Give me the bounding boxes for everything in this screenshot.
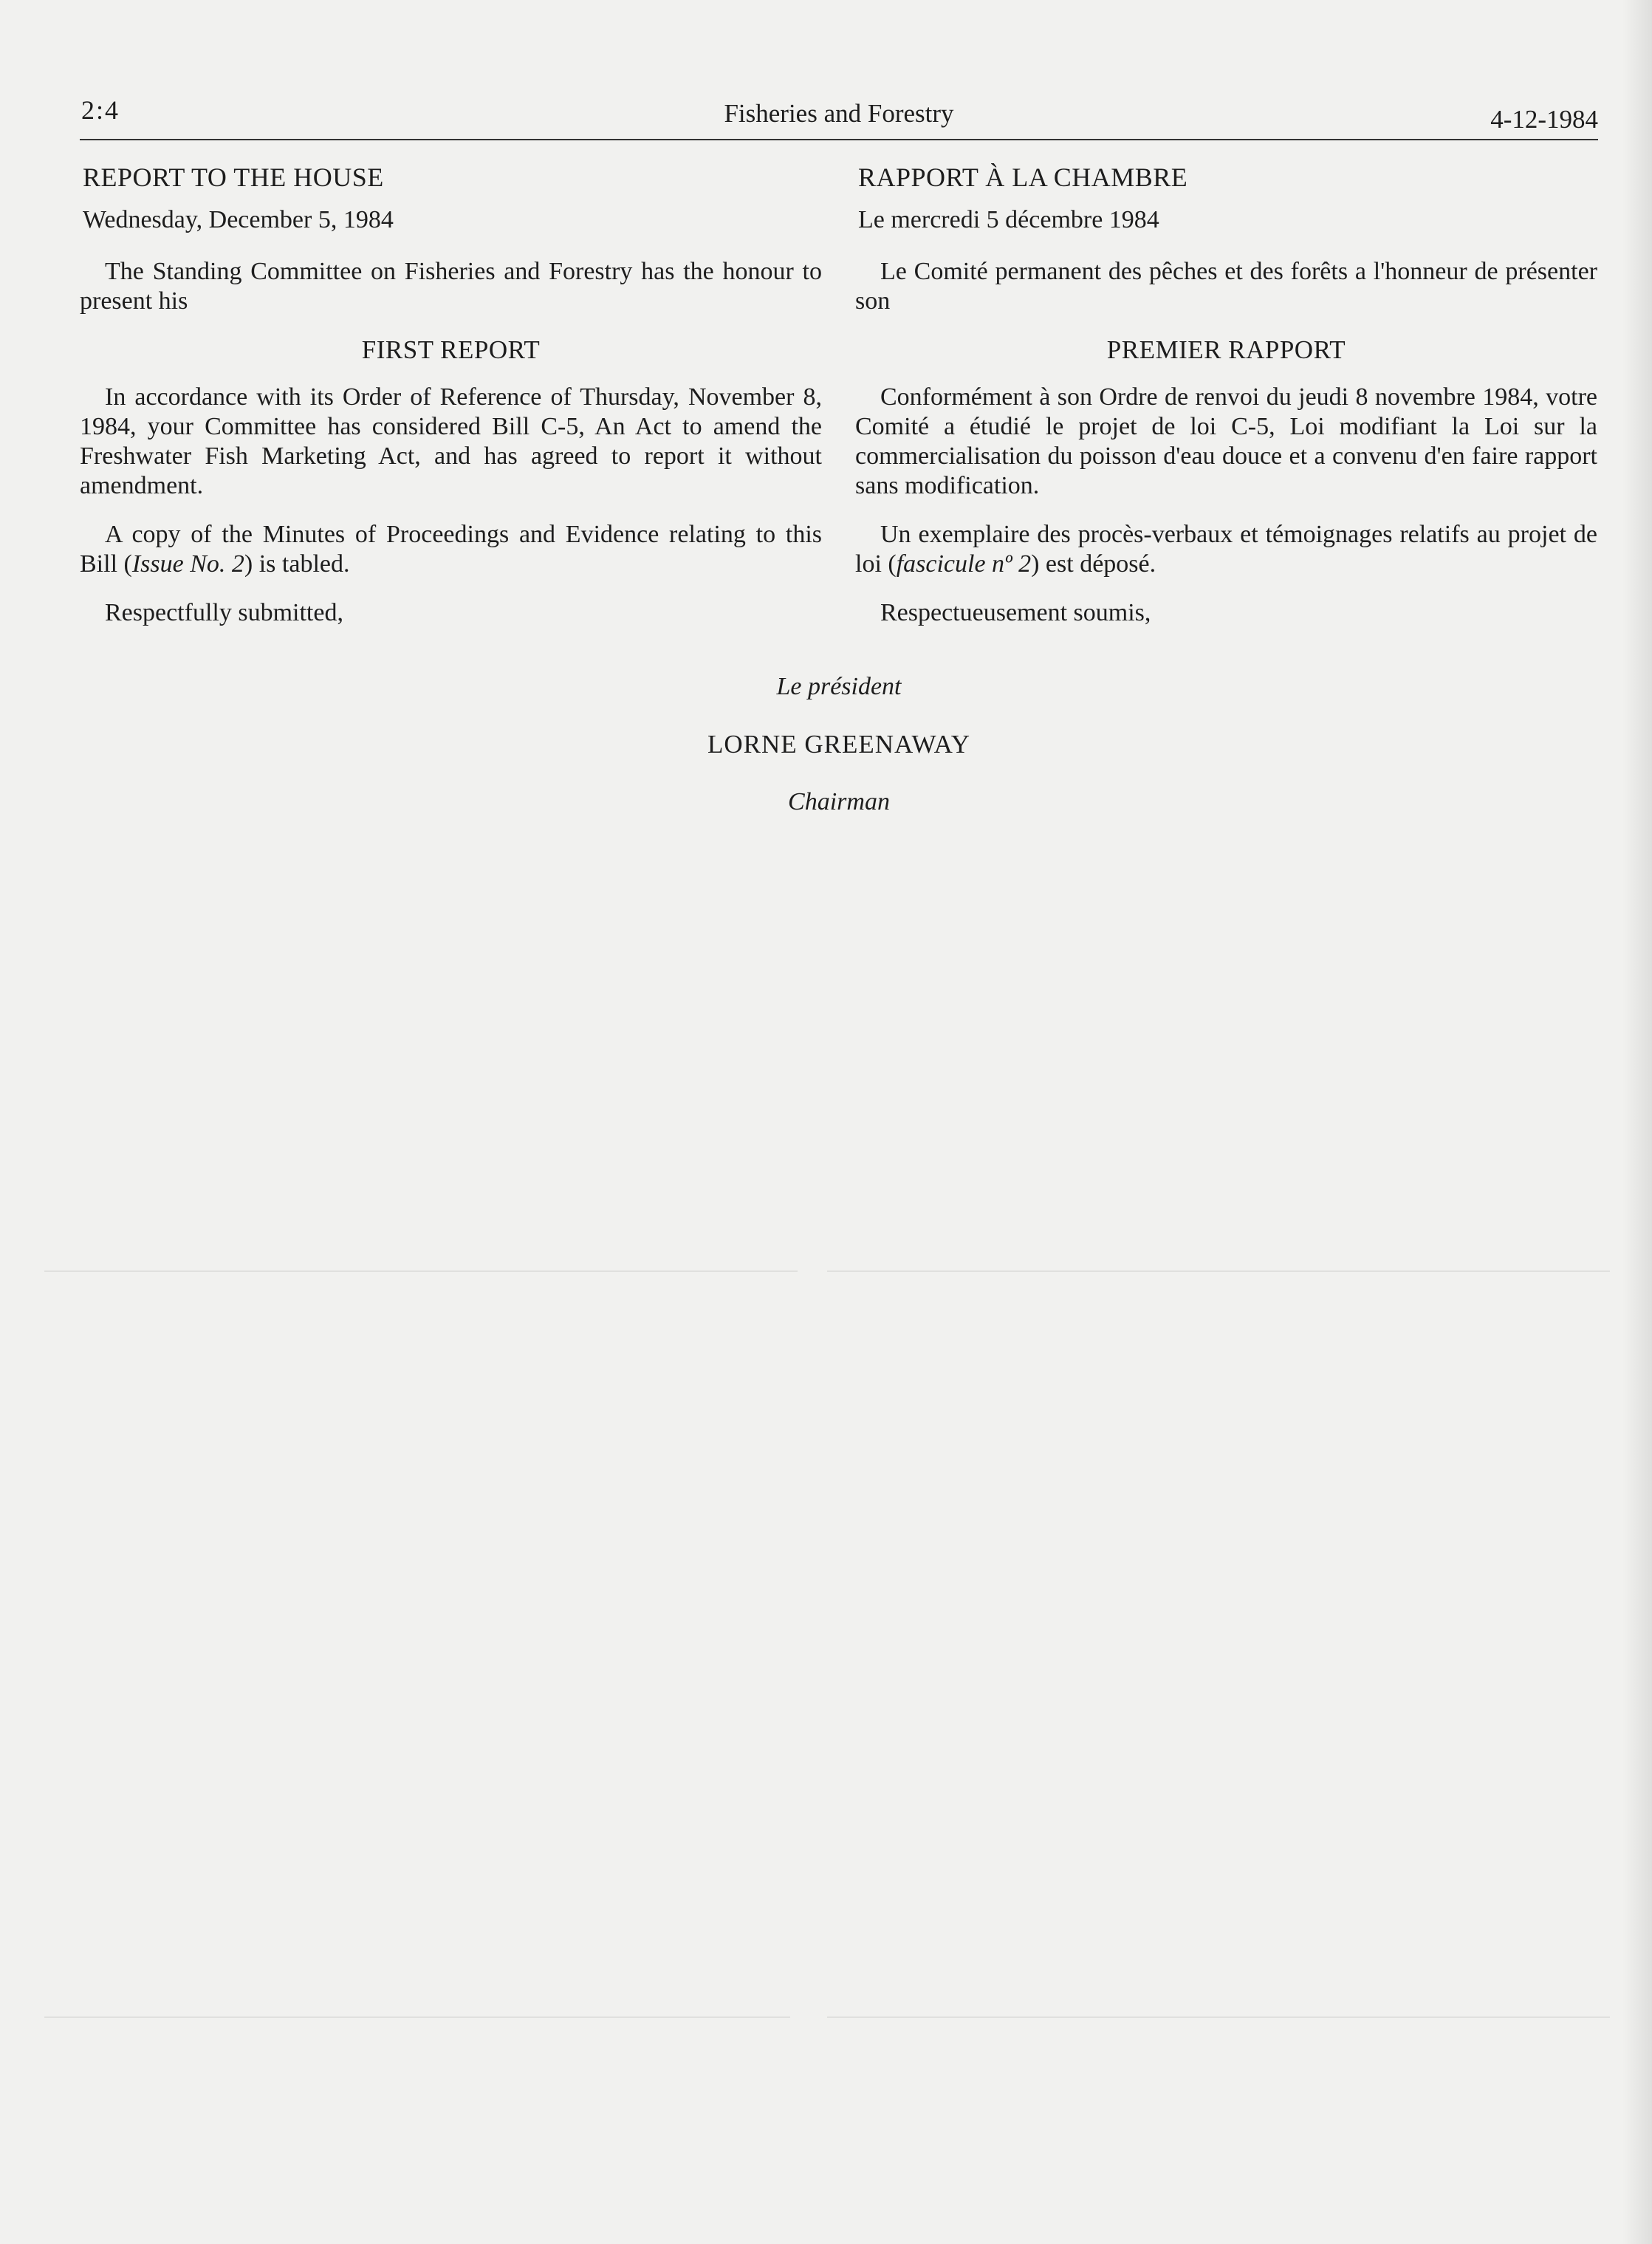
- english-paragraph-2-suffix: ) is tabled.: [244, 550, 350, 578]
- french-closing: Respectueusement soumis,: [880, 599, 1151, 626]
- english-issue-reference: Issue No. 2: [131, 550, 244, 578]
- signoff-name: LORNE GREENAWAY: [707, 730, 971, 759]
- english-column: [80, 163, 822, 647]
- english-heading: REPORT TO THE HOUSE: [83, 163, 384, 192]
- signature-block: [80, 672, 1598, 845]
- page-header: [80, 95, 1598, 140]
- french-heading: RAPPORT À LA CHAMBRE: [858, 163, 1188, 192]
- running-title: Fisheries and Forestry: [724, 99, 954, 128]
- french-report-title: PREMIER RAPPORT: [1106, 335, 1346, 364]
- english-paragraph-2: [80, 520, 822, 579]
- english-dateline: Wednesday, December 5, 1984: [83, 206, 394, 233]
- bleed-through-rule: [827, 2016, 1610, 2018]
- bleed-through-rule: [827, 1270, 1610, 1272]
- english-paragraph-1: In accordance with its Order of Reference of Thursday, November 8, 1984, your Committee has considered Bill C-5, An Act to amend the Freshwater Fish Marketing Act, and has agreed to report it without amendment.: [80, 383, 822, 499]
- french-paragraph-2: [855, 520, 1597, 579]
- english-closing: Respectfully submitted,: [105, 599, 343, 626]
- french-paragraph-2-suffix: ) est déposé.: [1031, 550, 1156, 578]
- bleed-through-rule: [44, 1270, 798, 1272]
- header-date: 4-12-1984: [1490, 105, 1598, 134]
- french-intro: Le Comité permanent des pêches et des forêts a l'honneur de présenter son: [855, 258, 1597, 315]
- bleed-through-rule: [44, 2016, 790, 2018]
- signoff-title-french: Le président: [776, 673, 902, 700]
- french-issue-reference: fascicule nº 2: [896, 550, 1032, 578]
- english-paragraph-2-prefix: A copy of the Minutes of Proceedings and Evidence relating to this Bill (: [80, 521, 822, 578]
- page-edge-shadow: [1622, 0, 1652, 2244]
- english-report-title: FIRST REPORT: [361, 335, 541, 364]
- french-paragraph-2-prefix: Un exemplaire des procès-verbaux et témoignages relatifs au projet de loi (: [855, 521, 1597, 578]
- french-paragraph-1: Conformément à son Ordre de renvoi du jeudi 8 novembre 1984, votre Comité a étudié le projet de loi C-5, Loi modifiant la Loi sur la commercialisation du poisson d'eau douce et a convenu d'en faire rapport sans modification.: [855, 383, 1597, 499]
- signoff-title-english: Chairman: [788, 788, 890, 815]
- french-column: [855, 163, 1597, 647]
- english-intro: The Standing Committee on Fisheries and Forestry has the honour to present his: [80, 258, 822, 315]
- page-number: 2:4: [81, 95, 120, 125]
- french-dateline: Le mercredi 5 décembre 1984: [858, 206, 1159, 233]
